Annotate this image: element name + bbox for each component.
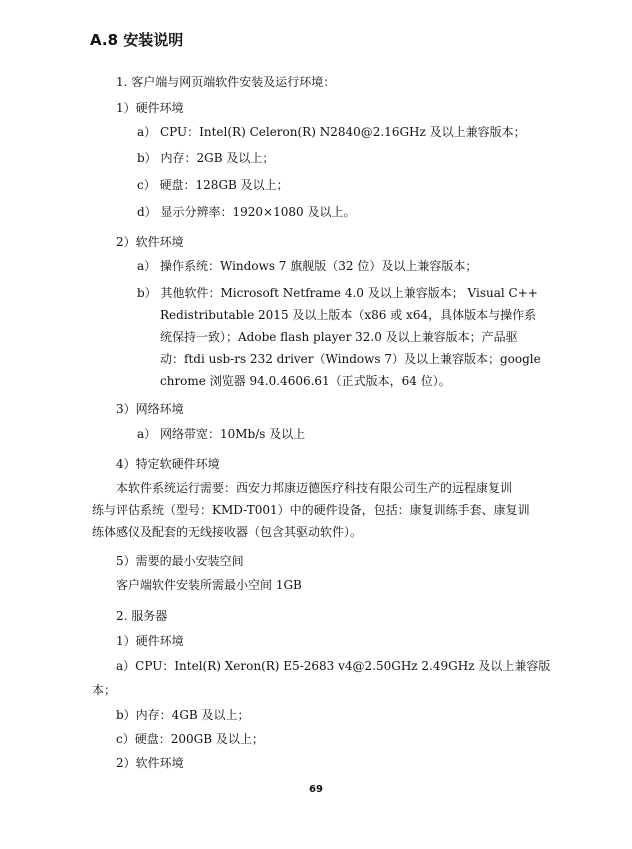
text-line: chrome 浏览器 94.0.4606.61（正式版本，64 位）。 <box>160 374 451 388</box>
text-line: a） 操作系统：Windows 7 旗舰版（32 位）及以上兼容版本； <box>137 259 478 273</box>
text-line: 5）需要的最小安装空间 <box>116 554 244 568</box>
page-number: 69 <box>309 784 323 795</box>
text-line: 动：ftdi usb-rs 232 driver（Windows 7）及以上兼容版本；google <box>160 352 541 366</box>
text-line: b） 其他软件：Microsoft Netframe 4.0 及以上兼容版本； Visual C++ <box>137 286 538 300</box>
text-line: 2）软件环境 <box>116 756 184 770</box>
text-line: 本； <box>92 683 117 697</box>
text-line: c） 硬盘：128GB 及以上； <box>137 178 289 192</box>
text-line: 本软件系统运行需要：西安力邦康迈德医疗科技有限公司生产的远程康复训 <box>116 481 513 495</box>
text-line: a） CPU：Intel(R) Celeron(R) N2840@2.16GHz 及以上兼容版本； <box>137 125 526 139</box>
text-line: 练与评估系统（型号：KMD-T001）中的硬件设备，包括：康复训练手套、康复训 <box>92 503 530 517</box>
text-line: 3）网络环境 <box>116 402 184 416</box>
text-line: d） 显示分辨率：1920×1080 及以上。 <box>137 205 356 219</box>
text-line: 2）软件环境 <box>116 235 184 249</box>
text-line: 统保持一致）；Adobe flash player 32.0 及以上兼容版本；产品驱 <box>160 330 518 344</box>
text-line: c）硬盘：200GB 及以上； <box>116 732 264 746</box>
text-line: b） 内存：2GB 及以上； <box>137 151 275 165</box>
text-line: 2. 服务器 <box>116 609 168 623</box>
text-line: a） 网络带宽：10Mb/s 及以上 <box>137 427 306 441</box>
text-line: b）内存：4GB 及以上； <box>116 708 250 722</box>
text-line: a）CPU：Intel(R) Xeron(R) E5-2683 v4@2.50GHz 2.49GHz 及以上兼容版 <box>116 659 551 673</box>
text-line: 4）特定软硬件环境 <box>116 457 220 471</box>
text-line: 练体感仪及配套的无线接收器（包含其驱动软件）。 <box>92 525 363 539</box>
text-line: Redistributable 2015 及以上版本（x86 或 x64，具体版本与操作系 <box>160 308 537 322</box>
text-line: 1. 客户端与网页端软件安装及运行环境： <box>116 75 336 89</box>
section-title: A.8 安装说明 <box>90 31 184 49</box>
text-line: 1）硬件环境 <box>116 101 184 115</box>
text-line: 客户端软件安装所需最小空间 1GB <box>116 578 302 592</box>
text-line: 1）硬件环境 <box>116 634 184 648</box>
